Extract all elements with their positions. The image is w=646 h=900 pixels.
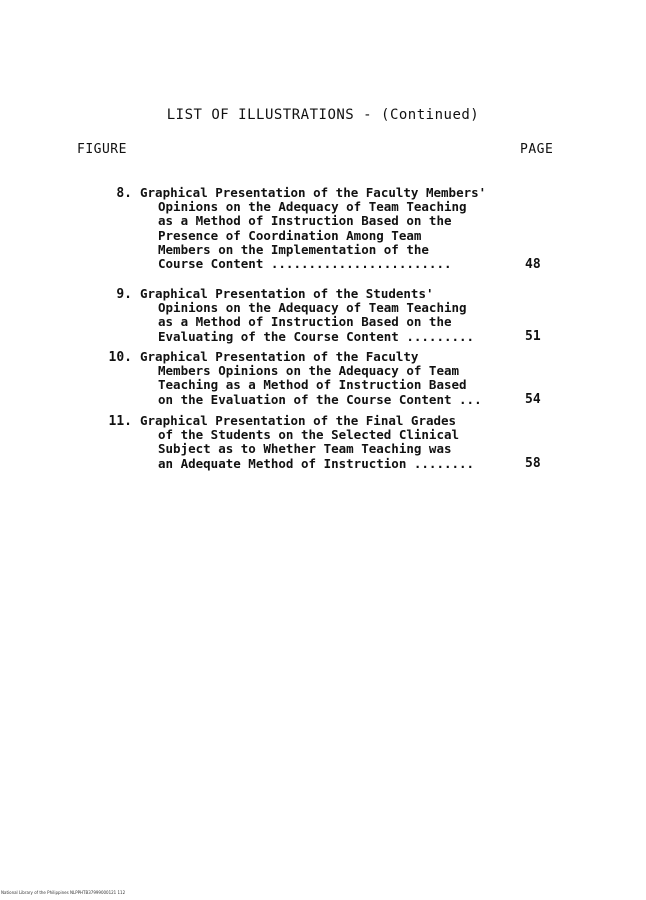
caption-line: Opinions on the Adequacy of Team Teaching	[158, 199, 467, 215]
figure-column-label: FIGURE	[77, 142, 127, 157]
caption-line: as a Method of Instruction Based on the	[158, 314, 452, 330]
figure-caption	[140, 186, 520, 271]
figure-caption	[140, 350, 520, 407]
caption-line: Course Content ........................	[158, 256, 452, 272]
caption-line: Subject as to Whether Team Teaching was	[158, 441, 452, 457]
caption-line: Opinions on the Adequacy of Team Teaching	[158, 300, 467, 316]
caption-line: Graphical Presentation of the Faculty	[140, 349, 419, 364]
caption-line: Members Opinions on the Adequacy of Team	[158, 363, 460, 379]
caption-line: as a Method of Instruction Based on the	[158, 213, 452, 229]
page-column-label: PAGE	[520, 142, 554, 157]
page-title: LIST OF ILLUSTRATIONS - (Continued)	[166, 107, 480, 123]
figure-number: 8.	[116, 186, 132, 201]
caption-line: Teaching as a Method of Instruction Based	[158, 377, 467, 393]
caption-line: Graphical Presentation of the Faculty Members'	[140, 185, 487, 200]
figure-number: 10.	[108, 350, 132, 365]
page-number: 58	[525, 456, 541, 471]
caption-line: Members on the Implementation of the	[158, 241, 429, 257]
page-number: 54	[525, 392, 541, 407]
figure-caption	[140, 287, 520, 344]
caption-line: Graphical Presentation of the Final Grades	[140, 413, 457, 428]
figure-number: 9.	[116, 287, 132, 302]
figure-caption	[140, 414, 520, 471]
caption-line: an Adequate Method of Instruction ........	[158, 455, 475, 471]
figure-number: 11.	[108, 414, 132, 429]
page-number: 51	[525, 329, 541, 344]
caption-line: Evaluating of the Course Content .........	[158, 328, 475, 344]
caption-line: of the Students on the Selected Clinical	[158, 427, 460, 443]
scan-footer: National Library of the Philippines NLPPHTB37999000121 112	[1, 890, 126, 895]
caption-line: Presence of Coordination Among Team	[158, 227, 422, 243]
caption-line: Graphical Presentation of the Students'	[140, 286, 434, 301]
page-number: 48	[525, 257, 541, 272]
caption-line: on the Evaluation of the Course Content ...	[158, 391, 482, 407]
